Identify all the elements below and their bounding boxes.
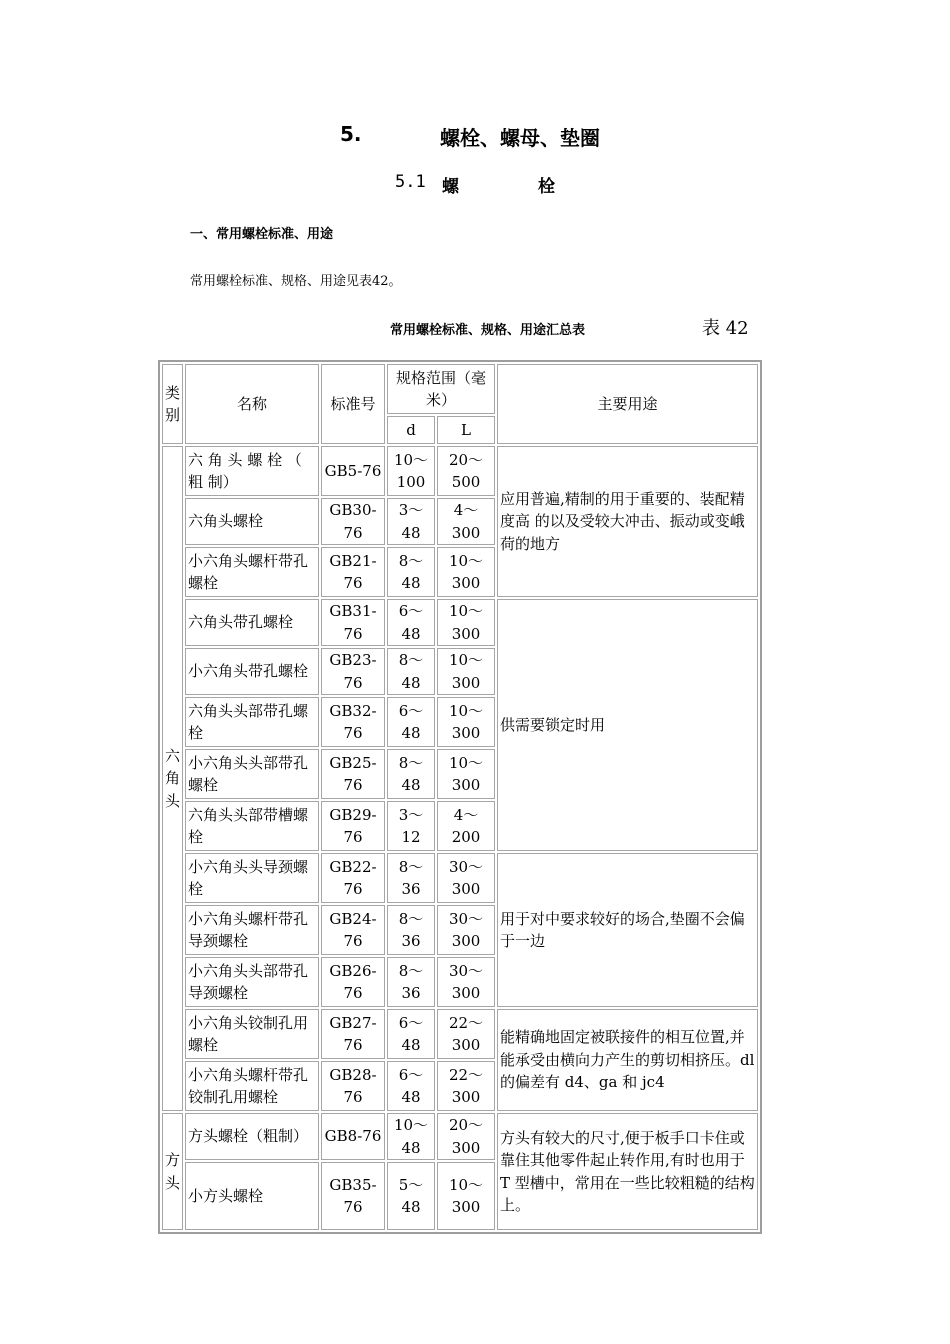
row-name: 六 角 头 螺 栓 （ 粗 制）: [185, 446, 319, 496]
row-d: 3～48: [387, 498, 435, 545]
row-name: 六角头头部带孔螺栓: [185, 697, 319, 747]
usage-cell: 方头有较大的尺寸,便于板手口卡住或靠住其他零件起止转作用,有时也用于 T 型槽中，常用在一些比较粗糙的结构上。: [497, 1113, 758, 1230]
subtitle-number: 5.1: [395, 172, 426, 192]
subtitle-char-1: 螺: [442, 177, 459, 197]
row-name: 小六角头螺杆带孔导颈螺栓: [185, 905, 319, 955]
row-d: 8～36: [387, 957, 435, 1007]
title-number: 5.: [340, 122, 362, 146]
row-name: 小方头螺栓: [185, 1162, 319, 1230]
row-standard: GB32-76: [321, 697, 385, 747]
row-d: 5～48: [387, 1162, 435, 1230]
table-row: [162, 446, 758, 496]
row-standard: GB24-76: [321, 905, 385, 955]
row-name: 六角头头部带槽螺栓: [185, 801, 319, 851]
title-text: 螺栓、螺母、垫圈: [440, 126, 600, 150]
row-name: 方头螺栓（粗制）: [185, 1113, 319, 1160]
header-L: L: [437, 416, 495, 444]
row-d: 6～48: [387, 1009, 435, 1059]
row-d: 3～12: [387, 801, 435, 851]
row-standard: GB23-76: [321, 648, 385, 695]
table-number: 表 42: [702, 318, 749, 339]
row-standard: GB25-76: [321, 749, 385, 799]
row-standard: GB8-76: [321, 1113, 385, 1160]
usage-cell: 能精确地固定被联接件的相互位置,并能承受由横向力产生的剪切相挤压。dl 的偏差有 d4、ga 和 jc4: [497, 1009, 758, 1111]
row-d: 6～48: [387, 599, 435, 646]
row-L: 30～300: [437, 957, 495, 1007]
usage-cell: 应用普遍,精制的用于重要的、装配精度高 的以及受较大冲击、振动或变峨荷的地方: [497, 446, 758, 597]
row-d: 6～48: [387, 697, 435, 747]
header-row: [162, 364, 758, 414]
row-L: 10～300: [437, 599, 495, 646]
row-d: 8～48: [387, 648, 435, 695]
row-L: 10～300: [437, 648, 495, 695]
row-name: 小六角头头部带孔螺栓: [185, 749, 319, 799]
row-standard: GB35-76: [321, 1162, 385, 1230]
row-L: 30～300: [437, 905, 495, 955]
header-name: 名称: [185, 364, 319, 444]
row-standard: GB5-76: [321, 446, 385, 496]
table-row: [162, 1009, 758, 1059]
row-L: 22～300: [437, 1009, 495, 1059]
header-d: d: [387, 416, 435, 444]
row-L: 10～300: [437, 1162, 495, 1230]
row-L: 10～300: [437, 749, 495, 799]
row-d: 8～36: [387, 853, 435, 903]
row-L: 30～300: [437, 853, 495, 903]
row-d: 10～48: [387, 1113, 435, 1160]
row-standard: GB29-76: [321, 801, 385, 851]
table-caption: 常用螺栓标准、规格、用途汇总表: [390, 323, 586, 338]
row-name: 小六角头螺杆带孔铰制孔用螺栓: [185, 1061, 319, 1111]
row-standard: GB30-76: [321, 498, 385, 545]
row-name: 小六角头头导颈螺栓: [185, 853, 319, 903]
table-row: [162, 599, 758, 646]
row-L: 22～300: [437, 1061, 495, 1111]
row-L: 20～500: [437, 446, 495, 496]
row-d: 8～48: [387, 749, 435, 799]
intro-paragraph: 常用螺栓标准、规格、用途见表42。: [190, 274, 402, 289]
header-standard: 标准号: [321, 364, 385, 444]
row-standard: GB21-76: [321, 547, 385, 597]
table-row: [162, 853, 758, 903]
bolt-standards-table: [158, 360, 762, 1234]
row-name: 小六角头铰制孔用螺栓: [185, 1009, 319, 1059]
row-L: 20～300: [437, 1113, 495, 1160]
subtitle-char-2: 栓: [538, 177, 555, 197]
row-standard: GB28-76: [321, 1061, 385, 1111]
row-standard: GB26-76: [321, 957, 385, 1007]
row-standard: GB27-76: [321, 1009, 385, 1059]
row-name: 小六角头头部带孔导颈螺栓: [185, 957, 319, 1007]
row-L: 4～200: [437, 801, 495, 851]
row-standard: GB22-76: [321, 853, 385, 903]
table-row: [162, 1113, 758, 1160]
row-L: 10～300: [437, 697, 495, 747]
row-standard: GB31-76: [321, 599, 385, 646]
row-name: 小六角头螺杆带孔螺栓: [185, 547, 319, 597]
row-name: 六角头螺栓: [185, 498, 319, 545]
usage-cell: 供需要锁定时用: [497, 599, 758, 851]
row-d: 6～48: [387, 1061, 435, 1111]
row-d: 10～100: [387, 446, 435, 496]
header-category: 类别: [162, 364, 183, 444]
usage-cell: 用于对中要求较好的场合,垫圈不会偏于一边: [497, 853, 758, 1007]
row-L: 4～300: [437, 498, 495, 545]
row-d: 8～36: [387, 905, 435, 955]
row-name: 六角头带孔螺栓: [185, 599, 319, 646]
category-hex: 六角头: [162, 446, 183, 1111]
category-square: 方头: [162, 1113, 183, 1230]
row-d: 8～48: [387, 547, 435, 597]
section-heading: 一、常用螺栓标准、用途: [190, 227, 334, 242]
row-L: 10～300: [437, 547, 495, 597]
header-spec-range: 规格范围（毫米）: [387, 364, 495, 414]
row-name: 小六角头带孔螺栓: [185, 648, 319, 695]
header-usage: 主要用途: [497, 364, 758, 444]
